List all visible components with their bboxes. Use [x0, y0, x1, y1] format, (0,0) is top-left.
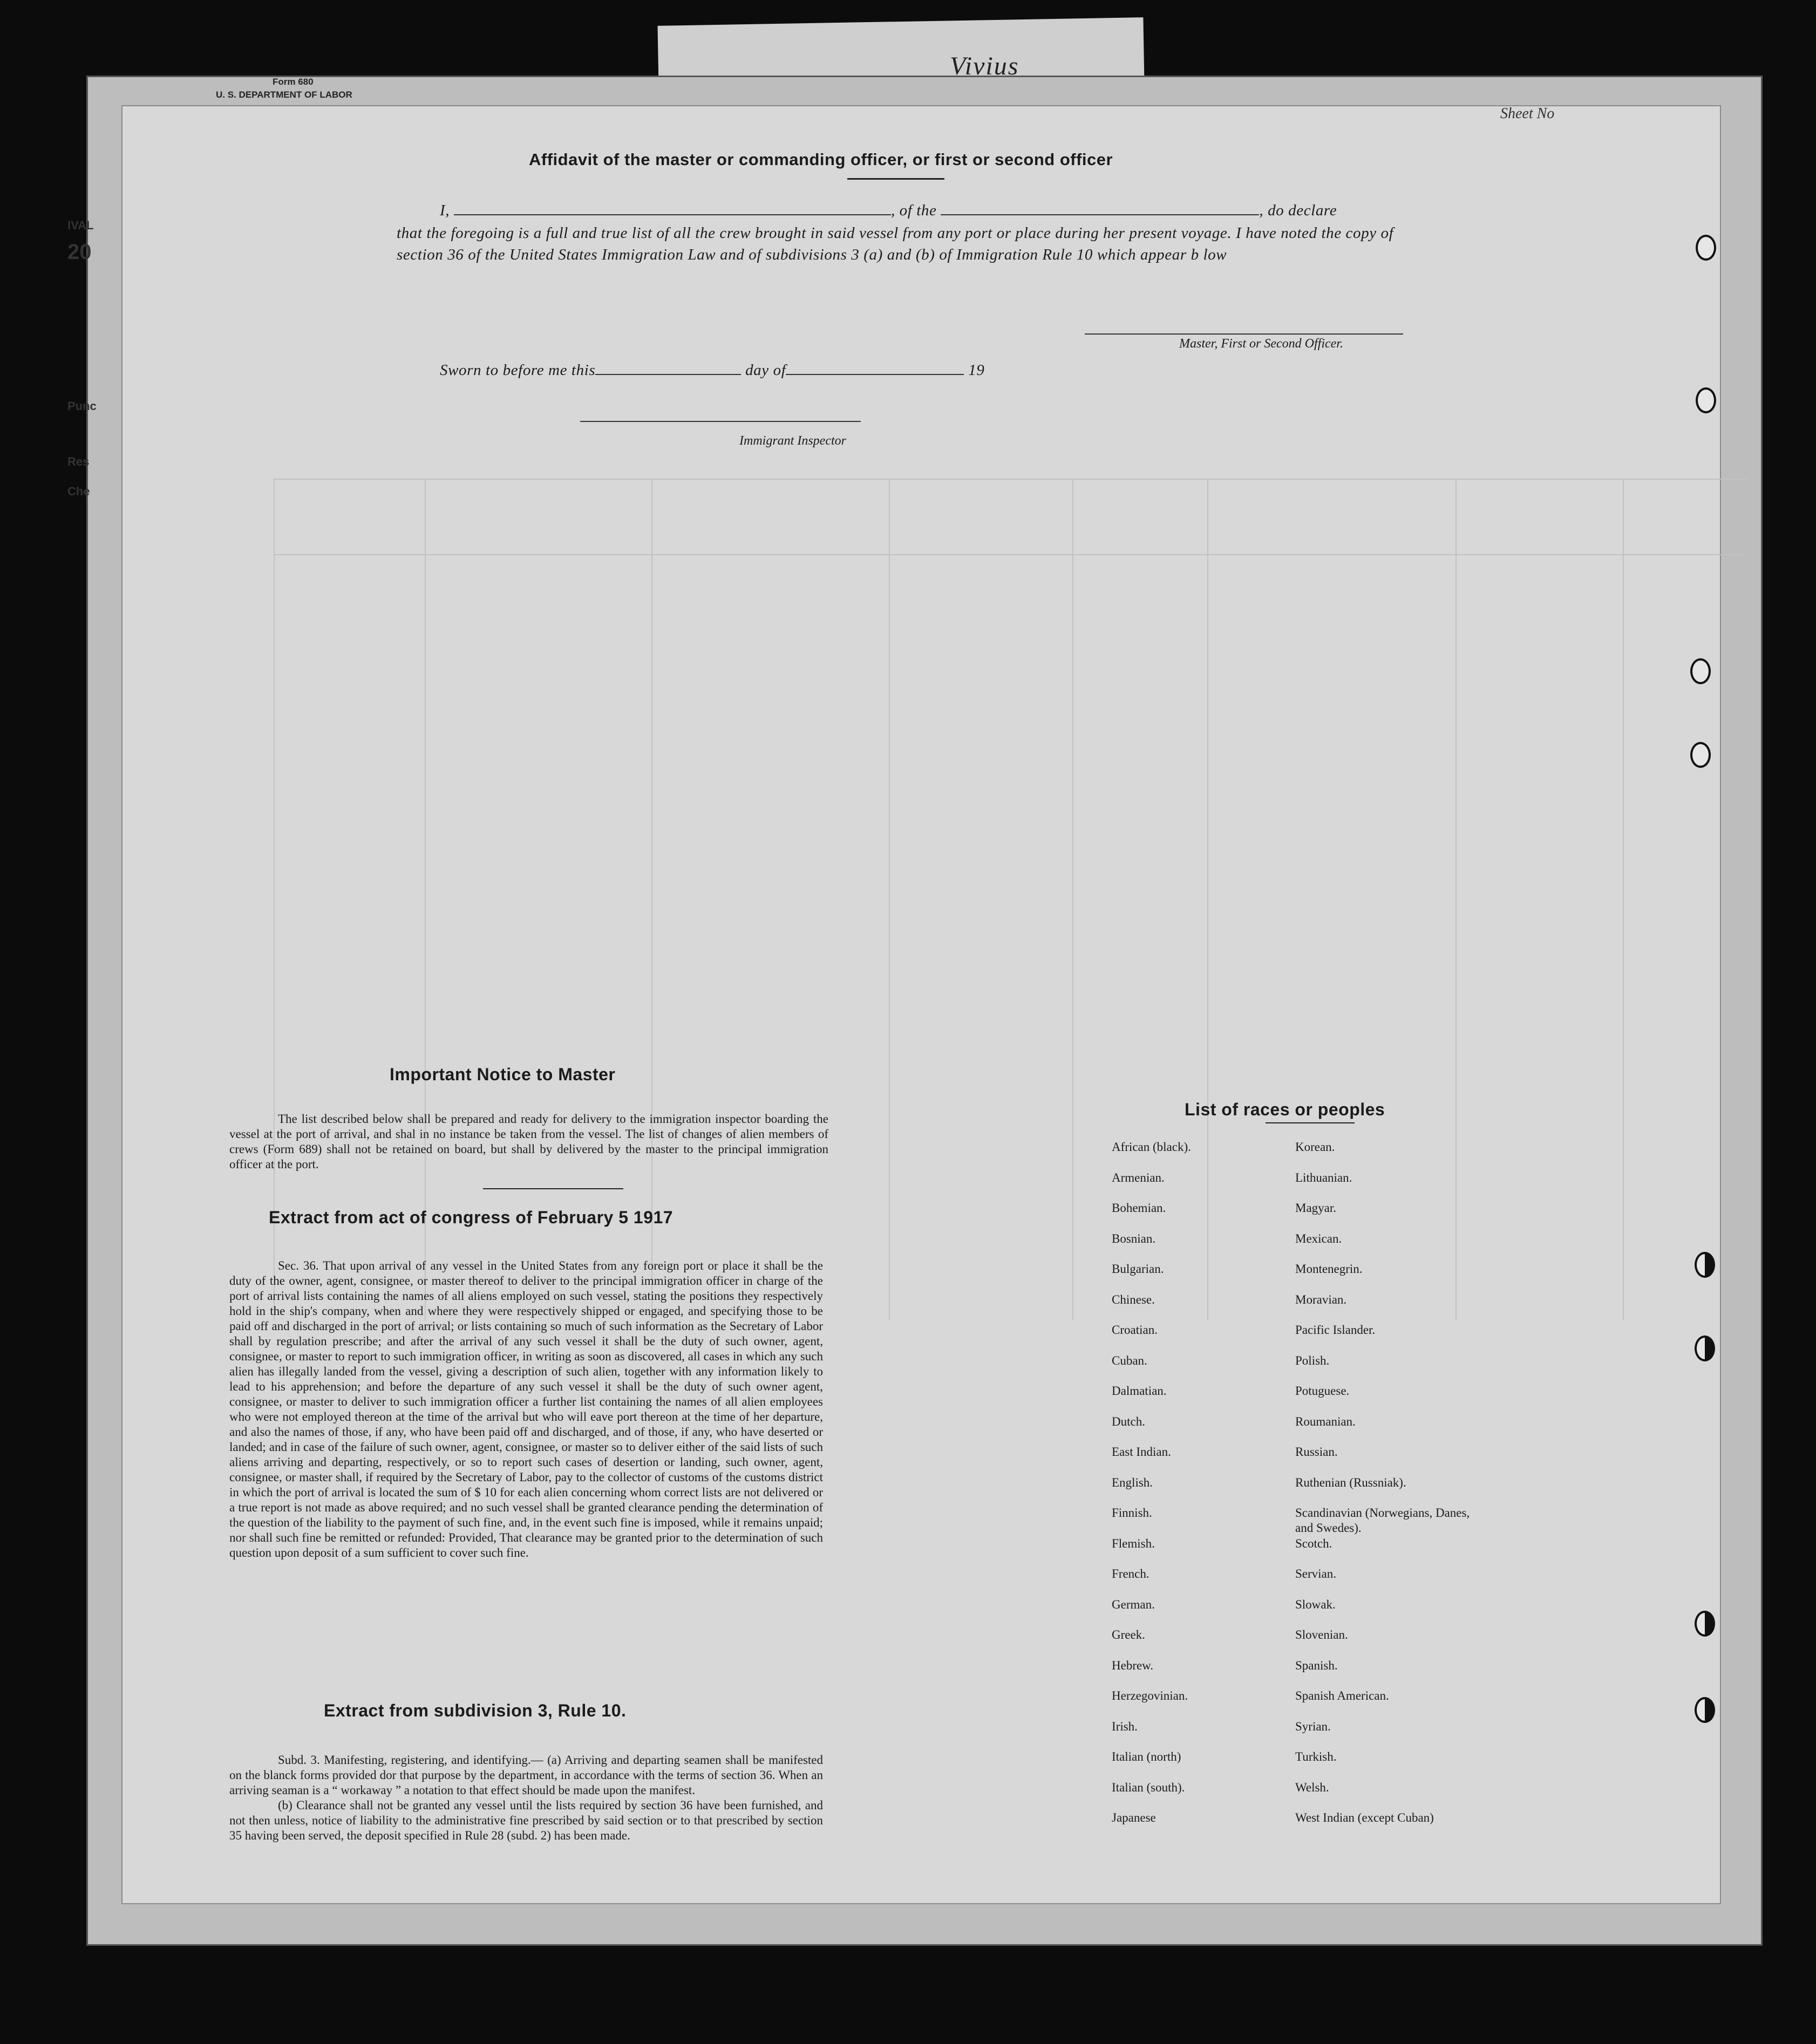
- races-title-underline: [1266, 1122, 1355, 1123]
- sworn-day-blank[interactable]: [595, 374, 741, 375]
- race-item: Italian (south).: [1112, 1780, 1185, 1794]
- race-item: Magyar.: [1295, 1201, 1337, 1215]
- race-item: Herzegovinian.: [1112, 1689, 1188, 1702]
- race-item: Greek.: [1112, 1628, 1145, 1641]
- affidavit-i-label: I,: [440, 202, 450, 219]
- race-item: Slowak.: [1295, 1597, 1336, 1611]
- affidavit-title: Affidavit of the master or commanding officer, or first or second officer: [529, 150, 1113, 169]
- race-item: Bulgarian.: [1112, 1262, 1164, 1276]
- race-item: Lithuanian.: [1295, 1170, 1352, 1184]
- race-item: Croatian.: [1112, 1323, 1158, 1337]
- race-item: Pacific Islander.: [1295, 1323, 1376, 1337]
- handwritten-annotation: Vivius: [950, 52, 1019, 80]
- binder-hole-icon: [1696, 235, 1716, 261]
- year-label: 19: [968, 362, 985, 379]
- sworn-month-blank[interactable]: [786, 374, 964, 375]
- race-item: Turkish.: [1295, 1750, 1337, 1763]
- race-item: Irish.: [1112, 1719, 1138, 1733]
- race-item: Korean.: [1295, 1140, 1335, 1154]
- binder-hole-icon: [1696, 387, 1716, 413]
- margin-text-1: IVAL: [67, 219, 94, 232]
- race-item: Chinese.: [1112, 1292, 1155, 1306]
- race-item: English.: [1112, 1475, 1153, 1489]
- races-title: List of races or peoples: [1185, 1100, 1385, 1119]
- race-item: Dutch.: [1112, 1414, 1145, 1428]
- races-right-column: [1295, 1140, 1489, 1841]
- race-item: Flemish.: [1112, 1536, 1155, 1550]
- inspector-label: Immigrant Inspector: [739, 434, 846, 448]
- race-item: Montenegrin.: [1295, 1262, 1363, 1276]
- race-item: Welsh.: [1295, 1780, 1329, 1794]
- race-item: African (black).: [1112, 1140, 1191, 1154]
- binder-hole-icon: [1695, 1336, 1715, 1361]
- of-the-label: , of the: [890, 202, 937, 219]
- race-item: Potuguese.: [1295, 1384, 1350, 1398]
- race-item: Servian.: [1295, 1567, 1337, 1580]
- rule-paragraph-b: (b) Clearance shall not be granted any vessel until the lists required by section 36 have been furnished, and not then unless, notice of liability to the administrative fine prescribed by said section or to that prescribed by section 35 having been served, the deposit specified in Rule 28 (subd. 2) has been made.: [229, 1798, 823, 1842]
- act-extract-text: Sec. 36. That upon arrival of any vessel in the United States from any foreign port or place it shall be the duty of the owner, agent, consignee, or master thereof to deliver to the principal immigration officer in charge of the port of arrival lists containing the names of all aliens employed on such vessel, stating the positions they respectively hold in the ship's company, when and where they were respectively shipped or engaged, and specifying those to be paid off and discharged in the port of arrival; or lists containing so much of such information as the Secretary of Labor shall by regulation prescribe; and after the arrival of any such vessel it shall be the duty of such owner, agent, consignee, or master to report to such immigration officer, in writing as soon as discovered, all cases in which any such alien has illegally landed from the vessel, giving a description of such alien, together with any information likely to lead to his apprehension; and before the departure of any such vessel it shall be the duty of such owner agent, consignee, or master to deliver to such immigration officer a further list containing the names of all alien employees who were not employed thereon at the time of the arrival but who will eave port thereon at the time of her departure, and also the names of those, if any, who have been paid off and discharged, and of those, if any, who have deserted or landed; and in case of the failure of such owner, agent, consignee, or master so to deliver either of the said lists of such aliens arriving and departing, respectively, or so to report such cases of desertion or landing, such owner, agent, consignee, or master shall, if required by the Secretary of Labor, pay to the collector of customs of the customs district in which the port of arrival is located the sum of $ 10 for each alien concerning whom correct lists are not delivered or a true report is not made as above required; and no such vessel shall be granted clearance pending the determination of the question of the liability to the payment of such fine, and, in the event such fine is imposed, while it remains unpaid; nor shall such fine be remitted or refunded: Provided, That clearance may be granted prior to the determination of such question upon deposit of a sum sufficient to cover such fine.: [229, 1259, 823, 1559]
- margin-text-5: Che: [67, 485, 90, 498]
- race-item: Scotch.: [1295, 1536, 1332, 1550]
- sworn-label: Sworn to before me this: [440, 362, 596, 379]
- master-signature-label: Master, First or Second Officer.: [1179, 337, 1343, 351]
- race-item: Dalmatian.: [1112, 1384, 1167, 1398]
- title-underline: [847, 178, 944, 180]
- affidavit-text: that the foregoing is a full and true list of all the crew brought in said vessel from any port or place during her present voyage. I have noted the copy of section 36 of the United States Immigration Law and of subdivisions 3 (a) and (b) of Immigration Rule 10 which appear b low: [397, 224, 1394, 263]
- race-item: Scandinavian (Norwegians, Danes, and Swedes).: [1295, 1506, 1470, 1535]
- rule-extract-text: [229, 1753, 823, 1843]
- race-item: Finnish.: [1112, 1506, 1152, 1520]
- rule-paragraph-a: Subd. 3. Manifesting, registering, and identifying.— (a) Arriving and departing seamen shall be manifested on the blanck forms provided dor that purpose by the department, in accordance with the terms of section 36. When an arriving seaman is a “ workaway ” a notation to that effect should be made upon the manifest.: [229, 1753, 823, 1797]
- day-of-label: day of: [745, 362, 786, 379]
- margin-text-4: Res: [67, 455, 90, 468]
- race-item: Ruthenian (Russniak).: [1295, 1475, 1406, 1489]
- form-header: [216, 76, 352, 101]
- sworn-line: [440, 359, 984, 381]
- name-blank[interactable]: [454, 214, 891, 215]
- notice-divider: [483, 1188, 623, 1189]
- races-left-column: [1112, 1140, 1317, 1841]
- race-item: East Indian.: [1112, 1445, 1171, 1459]
- race-item: Armenian.: [1112, 1170, 1165, 1184]
- do-declare-label: , do declare: [1259, 202, 1337, 219]
- inspector-signature-line[interactable]: [580, 421, 861, 422]
- race-item: Bosnian.: [1112, 1231, 1156, 1245]
- race-item: Polish.: [1295, 1353, 1330, 1367]
- race-item: Mexican.: [1295, 1231, 1342, 1245]
- form-number: Form 680: [273, 77, 314, 87]
- race-item: Spanish.: [1295, 1658, 1338, 1672]
- race-item: German.: [1112, 1597, 1155, 1611]
- binder-hole-icon: [1695, 1252, 1715, 1278]
- race-item: Bohemian.: [1112, 1201, 1166, 1215]
- margin-text-2: 20: [67, 240, 92, 264]
- master-signature-line[interactable]: [1085, 333, 1403, 335]
- race-item: Roumanian.: [1295, 1414, 1356, 1428]
- race-item: Cuban.: [1112, 1353, 1147, 1367]
- race-item: Moravian.: [1295, 1292, 1347, 1306]
- notice-text: The list described below shall be prepared and ready for delivery to the immigration inspector boarding the vessel at the port of arrival, and shal in no instance be taken from the vessel. The list of changes of alien members of crews (Form 689) shall not be retained on board, but shall by delivered by the master to the principal immigration officer at the port.: [229, 1112, 828, 1171]
- affidavit-declaration-line: [440, 200, 1406, 221]
- binder-hole-icon: [1695, 1697, 1715, 1723]
- binder-hole-icon: [1690, 658, 1711, 684]
- race-item: Syrian.: [1295, 1719, 1331, 1733]
- act-extract-title: Extract from act of congress of February 5 1917: [269, 1208, 674, 1227]
- vessel-blank[interactable]: [941, 214, 1259, 215]
- race-item: Hebrew.: [1112, 1658, 1154, 1672]
- race-item: Slovenian.: [1295, 1628, 1348, 1641]
- binder-hole-icon: [1695, 1611, 1715, 1637]
- sheet-number-label: Sheet No: [1500, 105, 1555, 122]
- margin-text-3: Punc: [67, 399, 97, 413]
- race-item: Spanish American.: [1295, 1689, 1389, 1702]
- binder-hole-icon: [1690, 742, 1711, 768]
- race-item: French.: [1112, 1567, 1150, 1580]
- race-item: Italian (north): [1112, 1750, 1181, 1763]
- race-item: West Indian (except Cuban): [1295, 1811, 1434, 1824]
- notice-title: Important Notice to Master: [390, 1065, 616, 1084]
- rule-extract-title: Extract from subdivision 3, Rule 10.: [324, 1701, 627, 1720]
- race-item: Japanese: [1112, 1811, 1156, 1824]
- race-item: Russian.: [1295, 1445, 1338, 1459]
- department-name: U. S. DEPARTMENT OF LABOR: [216, 90, 352, 100]
